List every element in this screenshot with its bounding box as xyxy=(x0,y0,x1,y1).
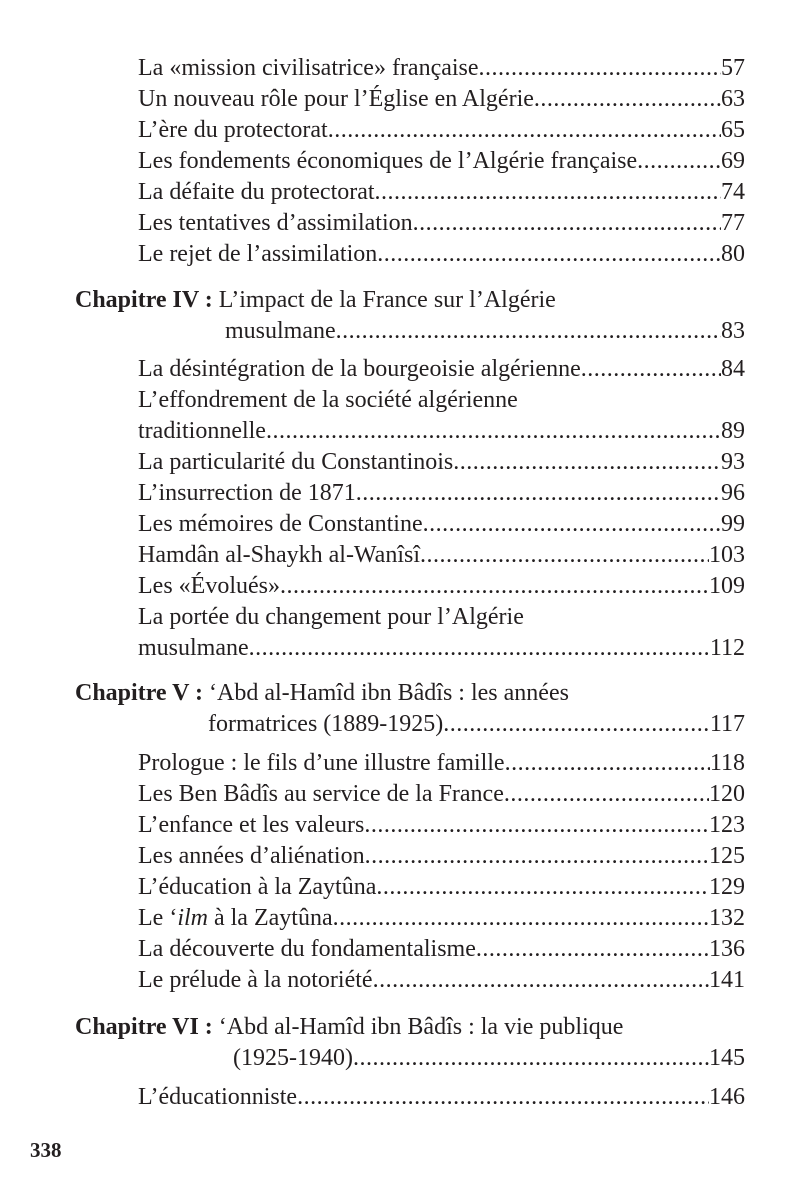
entry-page: 132 xyxy=(709,905,745,931)
chapter-heading-cont[interactable] xyxy=(208,709,745,740)
chapter-title: formatrices (1889-1925) xyxy=(208,711,444,737)
leader-dots xyxy=(266,416,721,447)
leader-dots xyxy=(637,146,721,177)
toc-entry[interactable] xyxy=(138,115,745,146)
entry-page: 112 xyxy=(709,635,745,661)
toc-entry[interactable] xyxy=(138,872,745,903)
toc-entry[interactable] xyxy=(138,509,745,540)
leader-dots xyxy=(581,354,721,385)
entry-title: Prologue : le fils d’une illustre famille xyxy=(138,750,505,776)
toc-entry[interactable] xyxy=(138,146,745,177)
entry-title: L’éducation à la Zaytûna xyxy=(138,874,377,900)
entry-title-italic: ilm xyxy=(177,905,208,931)
entry-page: 103 xyxy=(709,542,745,568)
entry-title: L’effondrement de la société algérienne xyxy=(138,387,518,413)
toc-entry[interactable] xyxy=(138,934,745,965)
entry-page: 141 xyxy=(709,967,745,993)
entry-page: 125 xyxy=(709,843,745,869)
entry-title: L’éducationniste xyxy=(138,1084,298,1110)
entry-title: Les «Évolués» xyxy=(138,573,280,599)
entry-page: 123 xyxy=(709,812,745,838)
toc-entry[interactable] xyxy=(138,177,745,208)
entry-title: Le rejet de l’assimilation xyxy=(138,241,378,267)
chapter-label: Chapitre V : xyxy=(75,680,204,706)
entry-page: 129 xyxy=(709,874,745,900)
toc-entry[interactable] xyxy=(138,540,745,571)
page-number: 338 xyxy=(30,1138,62,1162)
entry-title: La portée du changement pour l’Algérie xyxy=(138,604,524,630)
chapter-title: L’impact de la France sur l’Algérie xyxy=(218,287,556,313)
entry-page: 84 xyxy=(721,356,745,382)
leader-dots xyxy=(505,748,710,779)
entry-title xyxy=(138,903,333,934)
toc-entry[interactable] xyxy=(138,416,745,447)
leader-dots xyxy=(280,571,709,602)
toc-entry[interactable] xyxy=(138,239,745,270)
chapter-heading[interactable] xyxy=(75,1012,623,1043)
toc-entry[interactable] xyxy=(138,965,745,996)
toc-entry[interactable] xyxy=(138,633,745,664)
leader-dots xyxy=(376,872,709,903)
entry-title: Les mémoires de Constantine xyxy=(138,511,423,537)
toc-entry[interactable] xyxy=(138,571,745,602)
entry-page: 80 xyxy=(721,241,745,267)
entry-page: 65 xyxy=(721,117,745,143)
leader-dots xyxy=(375,177,721,208)
leader-dots xyxy=(413,208,721,239)
leader-dots xyxy=(336,316,721,347)
entry-title: La désintégration de la bourgeoisie algérienne xyxy=(138,356,581,382)
entry-page: 146 xyxy=(709,1084,745,1110)
toc-entry[interactable] xyxy=(138,903,745,934)
leader-dots xyxy=(297,1082,709,1113)
toc-entry[interactable] xyxy=(138,779,745,810)
leader-dots xyxy=(420,540,709,571)
toc-entry[interactable] xyxy=(138,478,745,509)
entry-title-prefix: Le ‘ xyxy=(138,905,178,931)
entry-title: musulmane xyxy=(138,635,249,661)
entry-title: traditionnelle xyxy=(138,418,266,444)
entry-page: 99 xyxy=(721,511,745,537)
entry-page: 118 xyxy=(709,750,745,776)
leader-dots xyxy=(453,447,721,478)
toc-entry-line1[interactable] xyxy=(138,385,518,416)
chapter-title: musulmane xyxy=(225,318,336,344)
entry-page: 136 xyxy=(709,936,745,962)
entry-page: 96 xyxy=(721,480,745,506)
entry-title: Le prélude à la notoriété xyxy=(138,967,373,993)
chapter-page: 117 xyxy=(709,711,745,737)
entry-title-suffix: à la Zaytûna xyxy=(207,905,333,931)
leader-dots xyxy=(365,841,709,872)
chapter-label: Chapitre VI : xyxy=(75,1014,213,1040)
entry-page: 109 xyxy=(709,573,745,599)
chapter-title: ‘Abd al-Hamîd ibn Bâdîs : les années xyxy=(209,680,569,706)
entry-page: 74 xyxy=(721,179,745,205)
entry-title: La «mission civilisatrice» française xyxy=(138,55,479,81)
toc-entry[interactable] xyxy=(138,208,745,239)
entry-title: La particularité du Constantinois xyxy=(138,449,454,475)
toc-entry[interactable] xyxy=(138,841,745,872)
toc-entry[interactable] xyxy=(138,354,745,385)
entry-title: Les fondements économiques de l’Algérie française xyxy=(138,148,638,174)
entry-page: 77 xyxy=(721,210,745,236)
leader-dots xyxy=(373,965,709,996)
entry-title: L’enfance et les valeurs xyxy=(138,812,365,838)
chapter-heading-cont[interactable] xyxy=(225,316,745,347)
toc-entry[interactable] xyxy=(138,447,745,478)
chapter-label: Chapitre IV : xyxy=(75,287,213,313)
toc-entry[interactable] xyxy=(138,810,745,841)
toc-entry[interactable] xyxy=(138,84,745,115)
toc-entry[interactable] xyxy=(138,53,745,84)
chapter-page: 145 xyxy=(709,1045,745,1071)
leader-dots xyxy=(534,84,721,115)
leader-dots xyxy=(249,633,710,664)
entry-title: Hamdân al-Shaykh al-Wanîsî xyxy=(138,542,420,568)
leader-dots xyxy=(353,1043,709,1074)
entry-title: Les années d’aliénation xyxy=(138,843,365,869)
entry-title: L’ère du protectorat xyxy=(138,117,328,143)
entry-title: La découverte du fondamentalisme xyxy=(138,936,476,962)
entry-page: 120 xyxy=(709,781,745,807)
toc-entry[interactable] xyxy=(138,748,745,779)
entry-page: 57 xyxy=(721,55,745,81)
chapter-page: 83 xyxy=(721,318,745,344)
chapter-title: (1925-1940) xyxy=(233,1045,353,1071)
leader-dots xyxy=(423,509,721,540)
chapter-heading[interactable] xyxy=(75,678,569,709)
entry-page: 69 xyxy=(721,148,745,174)
entry-title: Les Ben Bâdîs au service de la France xyxy=(138,781,504,807)
leader-dots xyxy=(356,478,721,509)
entry-page: 93 xyxy=(721,449,745,475)
entry-title: L’insurrection de 1871 xyxy=(138,480,356,506)
toc-entry-line1[interactable] xyxy=(138,602,524,633)
chapter-heading[interactable] xyxy=(75,285,556,316)
chapter-title: ‘Abd al-Hamîd ibn Bâdîs : la vie publique xyxy=(218,1014,624,1040)
leader-dots xyxy=(479,53,721,84)
leader-dots xyxy=(328,115,721,146)
leader-dots xyxy=(476,934,709,965)
toc-entry[interactable] xyxy=(138,1082,745,1113)
leader-dots xyxy=(333,903,709,934)
entry-page: 63 xyxy=(721,86,745,112)
leader-dots xyxy=(377,239,721,270)
entry-title: Un nouveau rôle pour l’Église en Algérie xyxy=(138,86,534,112)
entry-page: 89 xyxy=(721,418,745,444)
leader-dots xyxy=(364,810,709,841)
entry-title: La défaite du protectorat xyxy=(138,179,375,205)
leader-dots xyxy=(504,779,709,810)
chapter-heading-cont[interactable] xyxy=(233,1043,745,1074)
leader-dots xyxy=(443,709,710,740)
entry-title: Les tentatives d’assimilation xyxy=(138,210,413,236)
